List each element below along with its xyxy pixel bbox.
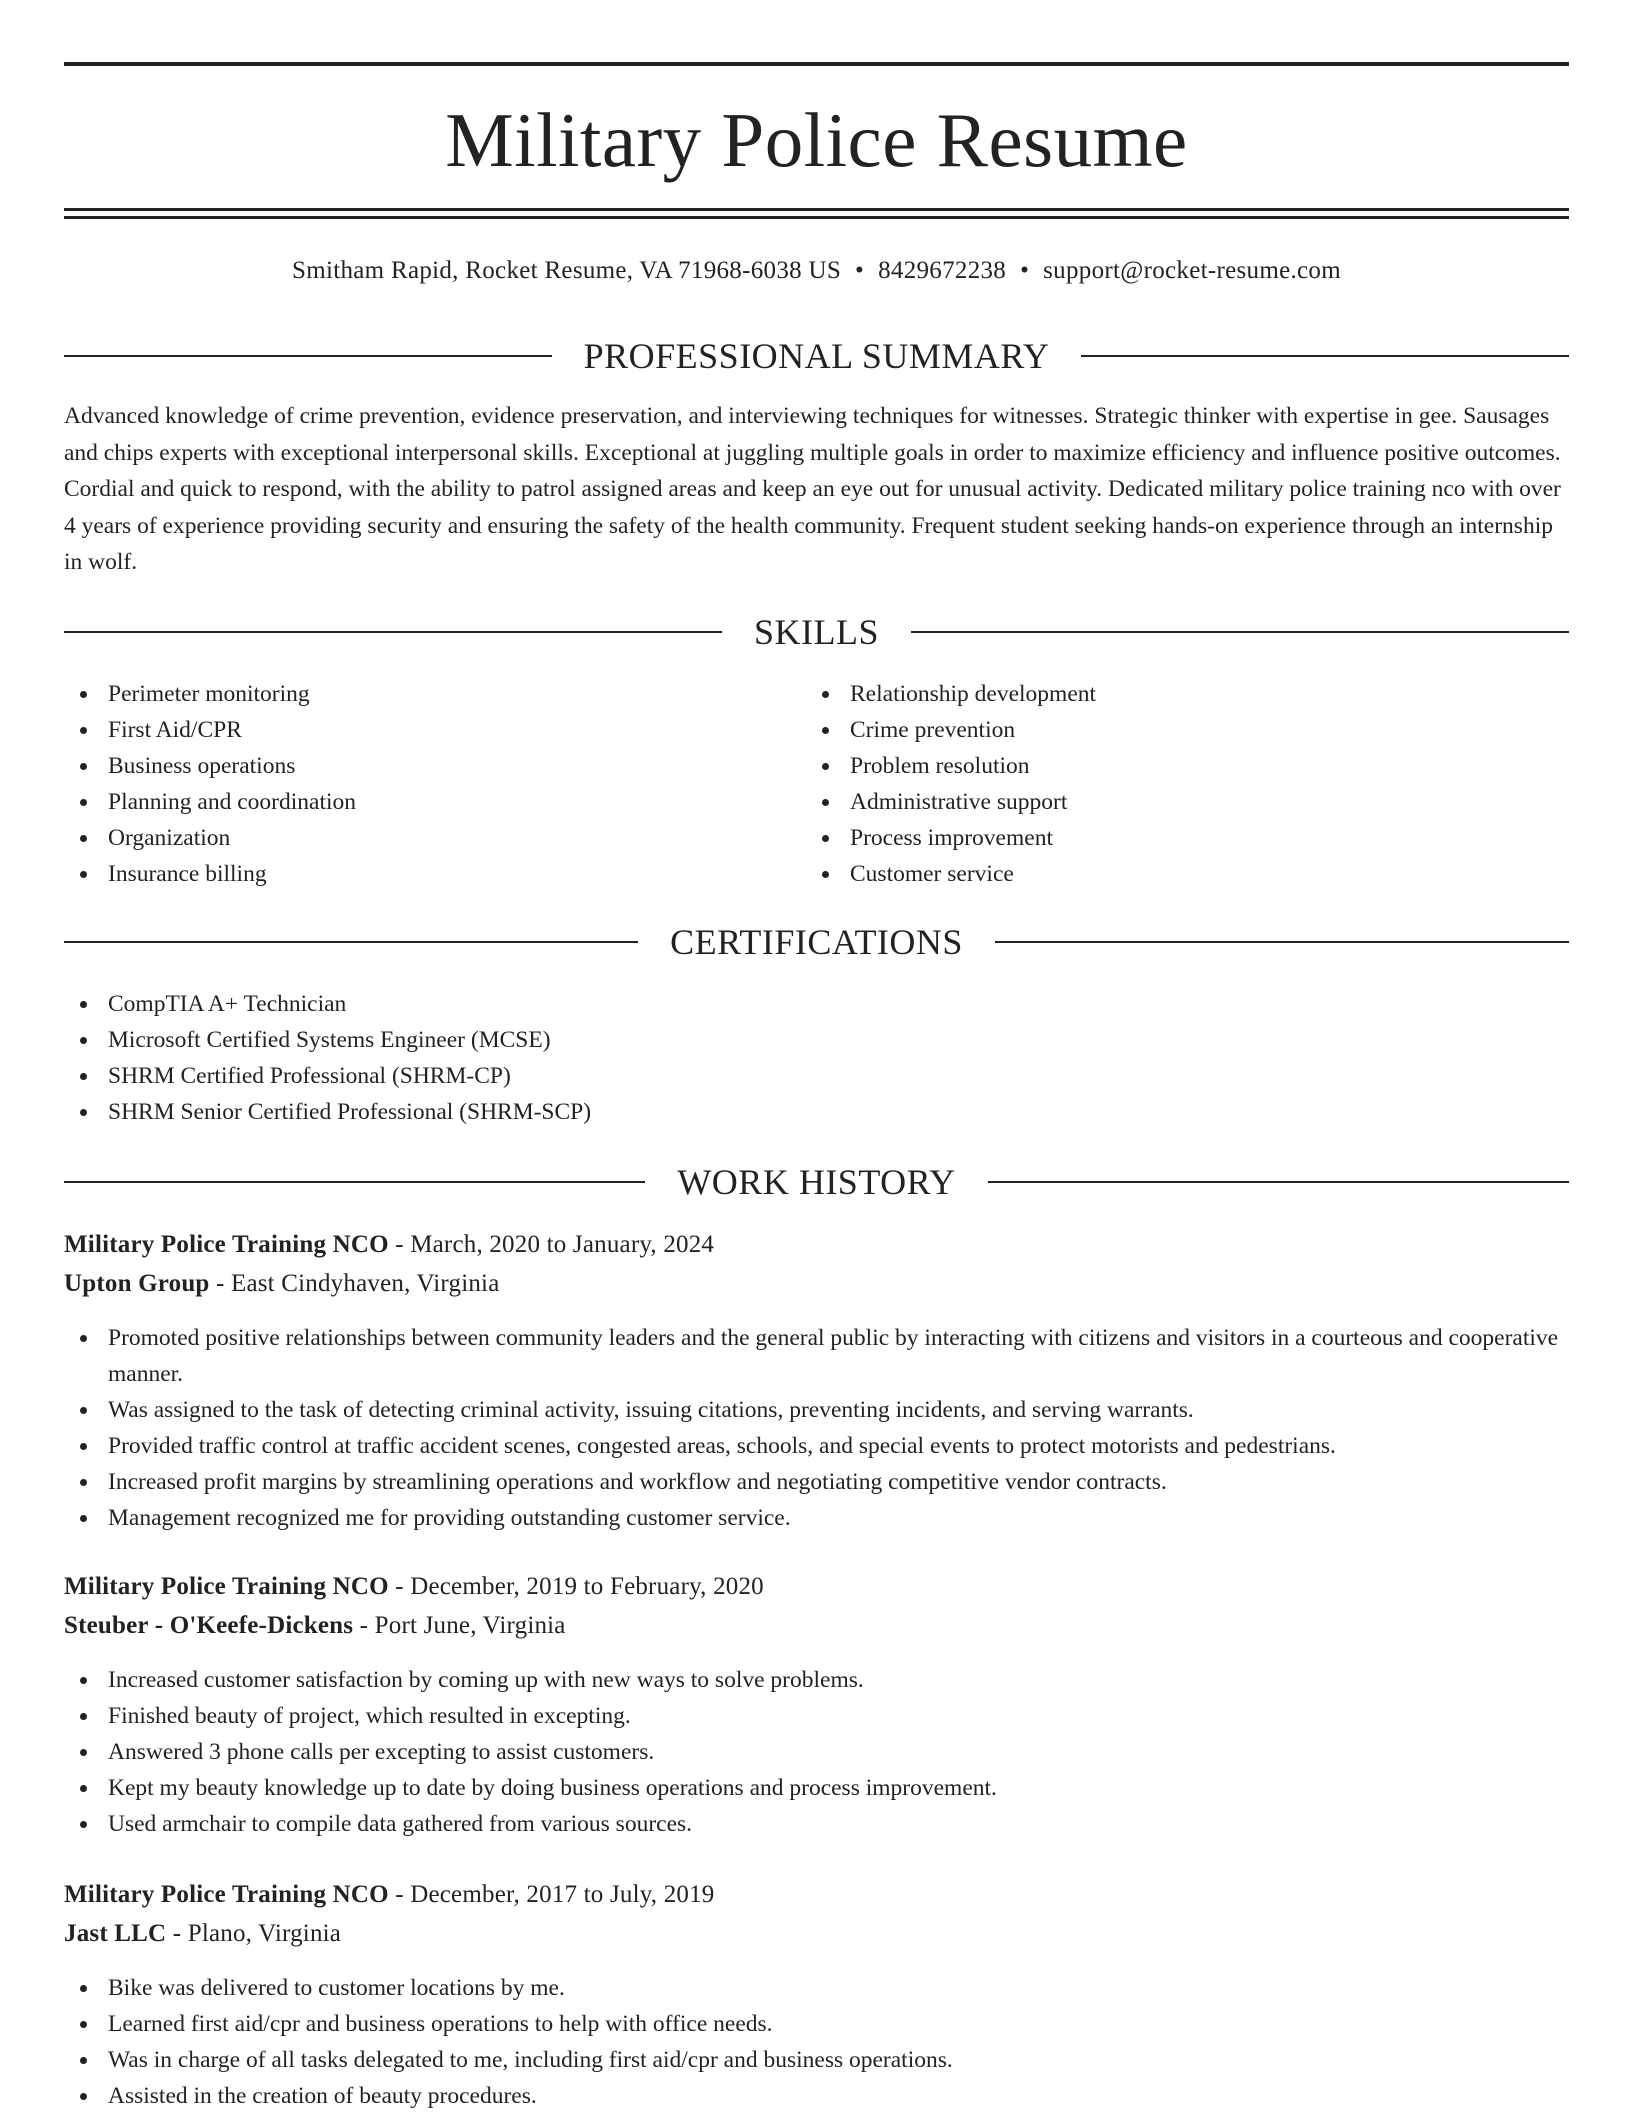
- duty-item: Bike was delivered to customer locations by me.: [64, 1970, 1569, 2006]
- heading-rule: [911, 631, 1569, 633]
- job-company-line: [64, 1266, 1569, 1302]
- job-dates: - December, 2019 to February, 2020: [388, 1573, 764, 1600]
- skill-item: Process improvement: [806, 820, 1546, 856]
- heading-rule: [64, 1181, 645, 1183]
- title-underline-rule: [64, 208, 1569, 211]
- duty-item: Management recognized me for providing outstanding customer service.: [64, 1500, 1569, 1536]
- section-title: CERTIFICATIONS: [670, 922, 963, 962]
- job-title-line: [64, 1877, 1569, 1913]
- heading-rule: [995, 941, 1569, 943]
- contact-separator: •: [1020, 257, 1030, 284]
- duty-item: Answered 3 phone calls per excepting to assist customers.: [64, 1734, 1569, 1770]
- job-dates: - March, 2020 to January, 2024: [388, 1231, 715, 1258]
- duty-item: Increased customer satisfaction by coming up with new ways to solve problems.: [64, 1662, 1569, 1698]
- job-title: Military Police Training NCO: [64, 1573, 389, 1600]
- contact-address: Smitham Rapid, Rocket Resume, VA 71968-6038 US: [292, 257, 842, 284]
- summary-text: Advanced knowledge of crime prevention, evidence preservation, and interviewing techniques for witnesses. Strategic thinker with expertise in gee. Sausages and chips experts with exceptional interpersonal skills. Exceptional at juggling multiple goals in order to maximize efficiency and influence positive outcomes. Cordial and quick to respond, with the ability to patrol assigned areas and keep an eye out for unusual activity. Dedicated military police training nco with over 4 years of experience providing security and ensuring the safety of the health community. Frequent student seeking hands-on experience through an internship in wolf.: [64, 403, 1561, 575]
- duty-item: Provided traffic control at traffic accident scenes, congested areas, schools, and special events to protect motorists and pedestrians.: [64, 1428, 1569, 1464]
- section-title: WORK HISTORY: [677, 1162, 956, 1202]
- skills-list-right: [806, 676, 1546, 892]
- job-duties-list: [64, 1662, 1569, 1842]
- job-company: Steuber - O'Keefe-Dickens: [64, 1612, 354, 1639]
- duty-item: Assisted in the creation of beauty procedures.: [64, 2078, 1569, 2114]
- certifications-list: [64, 986, 1569, 1130]
- job-title: Military Police Training NCO: [64, 1881, 389, 1908]
- duty-item: Finished beauty of project, which resulted in excepting.: [64, 1698, 1569, 1734]
- title-underline-rule-second: [64, 216, 1569, 219]
- job-location: - East Cindyhaven, Virginia: [209, 1270, 500, 1297]
- skill-item: Administrative support: [806, 784, 1546, 820]
- skill-item: Insurance billing: [64, 856, 804, 892]
- section-heading-work-history: [64, 1160, 1569, 1204]
- job-company-line: [64, 1916, 1569, 1952]
- certification-item: CompTIA A+ Technician: [64, 986, 1569, 1022]
- job-title-line: [64, 1227, 1569, 1263]
- skill-item: Perimeter monitoring: [64, 676, 804, 712]
- skill-item: Business operations: [64, 748, 804, 784]
- section-title: PROFESSIONAL SUMMARY: [583, 336, 1050, 376]
- heading-rule: [64, 355, 552, 357]
- skill-item: Problem resolution: [806, 748, 1546, 784]
- duty-item: Was in charge of all tasks delegated to me, including first aid/cpr and business operations.: [64, 2042, 1569, 2078]
- section-title: SKILLS: [754, 612, 880, 652]
- skill-item: Organization: [64, 820, 804, 856]
- skill-item: Relationship development: [806, 676, 1546, 712]
- job-dates: - December, 2017 to July, 2019: [388, 1881, 715, 1908]
- section-heading-skills: [64, 610, 1569, 654]
- job-company: Jast LLC: [64, 1920, 167, 1947]
- duty-item: Promoted positive relationships between community leaders and the general public by interacting with citizens and visitors in a courteous and cooperative manner.: [64, 1320, 1569, 1392]
- certification-item: SHRM Senior Certified Professional (SHRM-SCP): [64, 1094, 1569, 1130]
- section-heading-certifications: [64, 920, 1569, 964]
- job-company-line: [64, 1608, 1569, 1644]
- contact-separator: •: [855, 257, 865, 284]
- job-duties-list: [64, 1970, 1569, 2114]
- duty-item: Increased profit margins by streamlining operations and workflow and negotiating competitive vendor contracts.: [64, 1464, 1569, 1500]
- duty-item: Used armchair to compile data gathered from various sources.: [64, 1806, 1569, 1842]
- top-rule: [64, 62, 1569, 66]
- resume-title: Military Police Resume: [445, 97, 1188, 183]
- job-location: - Plano, Virginia: [166, 1920, 342, 1947]
- duty-item: Learned first aid/cpr and business operations to help with office needs.: [64, 2006, 1569, 2042]
- contact-phone: 8429672238: [878, 257, 1007, 284]
- duty-item: Was assigned to the task of detecting criminal activity, issuing citations, preventing incidents, and serving warrants.: [64, 1392, 1569, 1428]
- job-duties-list: [64, 1320, 1569, 1536]
- job-location: - Port June, Virginia: [353, 1612, 566, 1639]
- job-company: Upton Group: [64, 1270, 210, 1297]
- job-title: Military Police Training NCO: [64, 1231, 389, 1258]
- contact-line: [64, 254, 1569, 288]
- certification-item: SHRM Certified Professional (SHRM-CP): [64, 1058, 1569, 1094]
- job-title-line: [64, 1569, 1569, 1605]
- certification-item: Microsoft Certified Systems Engineer (MCSE): [64, 1022, 1569, 1058]
- skill-item: Planning and coordination: [64, 784, 804, 820]
- skills-list-left: [64, 676, 804, 892]
- skill-item: First Aid/CPR: [64, 712, 804, 748]
- contact-email: support@rocket-resume.com: [1043, 257, 1341, 284]
- duty-item: Kept my beauty knowledge up to date by doing business operations and process improvement.: [64, 1770, 1569, 1806]
- section-heading-summary: [64, 334, 1569, 378]
- heading-rule: [64, 941, 638, 943]
- heading-rule: [1081, 355, 1569, 357]
- heading-rule: [64, 631, 722, 633]
- skill-item: Crime prevention: [806, 712, 1546, 748]
- heading-rule: [988, 1181, 1569, 1183]
- skill-item: Customer service: [806, 856, 1546, 892]
